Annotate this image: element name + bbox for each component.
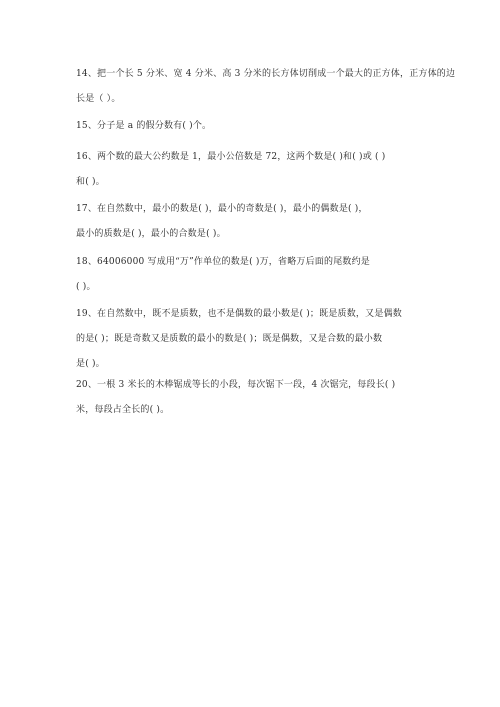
question-line: 18、64006000 写成用“万”作单位的数是( )万，省略万后面的尾数约是 [76, 257, 371, 267]
question-line: 14、把一个长 5 分米、宽 4 分米、高 3 分米的长方体切削成一个最大的正方体，正方体的边 [76, 69, 456, 79]
question-line: 长是（ ）。 [76, 94, 121, 104]
question-line: 的是( )；既是奇数又是质数的最小的数是( )；既是偶数，又是合数的最小数 [76, 334, 383, 344]
question-line: 17、在自然数中，最小的数是( )，最小的奇数是( )，最小的偶数是( )， [76, 204, 368, 214]
question-15 [76, 114, 436, 139]
question-line: 米，每段占全长的( )。 [76, 405, 170, 415]
question-20 [76, 373, 436, 423]
question-line: 20、一根 3 米长的木棒锯成等长的小段，每次锯下一段，4 次锯完，每段长( ) [76, 380, 396, 390]
question-line: 是( )。 [76, 359, 105, 369]
question-line: 16、两个数的最大公约数是 1，最小公倍数是 72，这两个数是( )和( )或 ( ) [76, 152, 386, 162]
question-line: 19、在自然数中，既不是质数，也不是偶数的最小数是( )；既是质数，又是偶数 [76, 309, 402, 319]
question-line: 15、分子是 a 的假分数有( )个。 [76, 121, 212, 131]
question-16 [76, 145, 436, 195]
question-17 [76, 197, 436, 247]
question-14 [76, 62, 456, 112]
question-line: ( )。 [76, 282, 96, 292]
question-18 [76, 250, 436, 300]
question-line: 最小的质数是( )，最小的合数是( )。 [76, 229, 226, 239]
question-19 [76, 302, 436, 377]
question-line: 和( )。 [76, 177, 105, 187]
